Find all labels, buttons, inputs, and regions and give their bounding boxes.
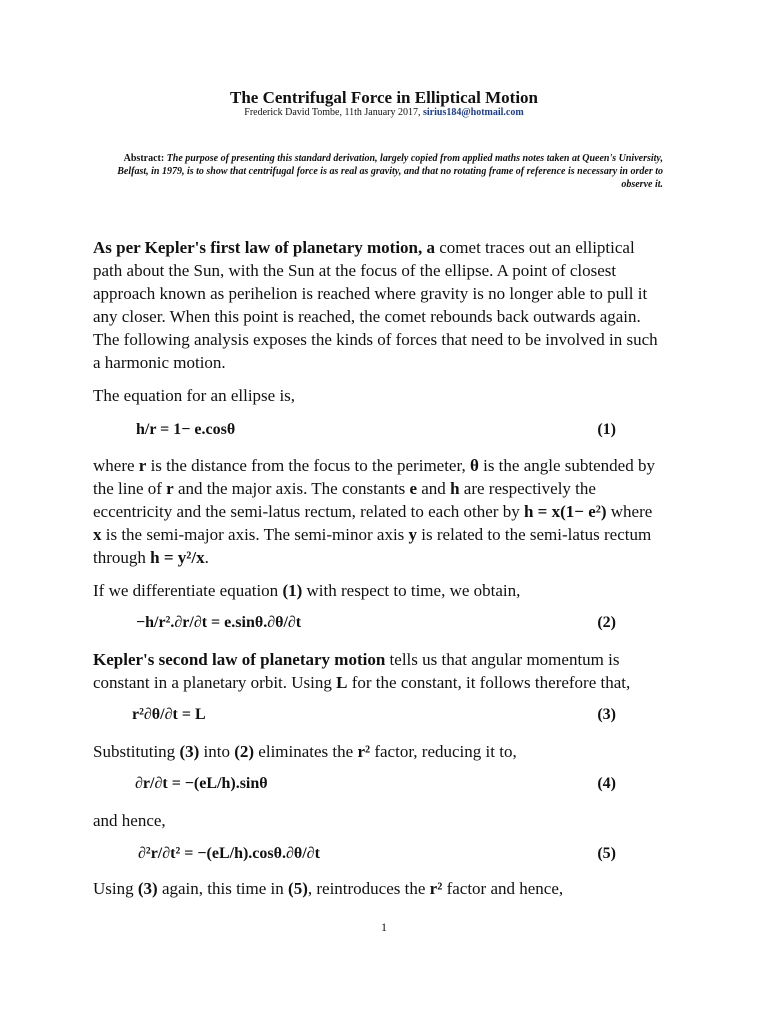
text-run: is the semi-major axis. The semi-minor axis (101, 525, 409, 544)
equation-reference: (2) (234, 742, 255, 761)
paragraph-kepler-second-law (93, 648, 665, 694)
symbol-r: r (166, 479, 174, 498)
paragraph-ellipse-intro: The equation for an ellipse is, (93, 386, 296, 405)
text-run: eliminates the (254, 742, 358, 761)
equation-reference: (3) (137, 879, 158, 898)
text-run: where (606, 502, 653, 521)
paragraph-substituting (93, 740, 665, 763)
equation-formula: ∂²r/∂t² = −(eL/h).cosθ.∂θ/∂t (138, 845, 320, 862)
equation-reference: (1) (282, 581, 303, 600)
text-run: . (204, 548, 209, 567)
byline (0, 107, 768, 118)
text-run: Substituting (93, 742, 180, 761)
symbol-r-squared: r² (357, 742, 371, 761)
equation-reference: (3) (179, 742, 200, 761)
text-run: again, this time in (157, 879, 289, 898)
page-number: 1 (381, 920, 387, 934)
equation-4 (135, 775, 616, 793)
equation-number: (3) (597, 706, 616, 723)
paragraph-text: comet traces out an elliptical path about the Sun, with the Sun at the focus of the ellipse. A point of closest approach known as perihelion is reached where gravity is no longer able to pull it any closer. When this point is reached, the comet rebounds back outwards again. The following analysis exposes the kinds of forces that need to be involved in such a harmonic motion. (93, 238, 658, 372)
text-run: If we differentiate equation (93, 581, 283, 600)
text-run: with respect to time, we obtain, (302, 581, 521, 600)
equation-number: (4) (597, 775, 616, 792)
abstract (93, 152, 663, 191)
abstract-text: The purpose of presenting this standard derivation, largely copied from applied maths notes taken at Queen's University, Belfast, in 1979, is to show that centrifugal force is as real as gravity, and that no rotating frame of reference is necessary in order to observe it. (117, 153, 663, 190)
text-run: is the distance from the focus to the perimeter, (146, 456, 470, 475)
paragraph-differentiate (93, 579, 665, 602)
relation-h-x: h = x(1− e²) (523, 502, 607, 521)
symbol-theta: θ (469, 456, 479, 475)
text-run: into (199, 742, 235, 761)
symbol-h: h (450, 479, 460, 498)
text-run: and the major axis. The constants (173, 479, 410, 498)
text-run: is related to the semi-latus rectum through (93, 525, 652, 567)
text-run: factor and hence, (442, 879, 564, 898)
equation-5 (138, 845, 616, 863)
equation-number: (2) (597, 614, 616, 631)
equation-formula: −h/r².∂r/∂t = e.sinθ.∂θ/∂t (136, 614, 302, 631)
symbol-e: e (409, 479, 418, 498)
symbol-r-squared: r² (429, 879, 443, 898)
paragraph-and-hence: and hence, (93, 811, 166, 830)
text-run: Using (93, 879, 138, 898)
text-run: tells us that angular momentum is constant in a planetary orbit. Using (93, 650, 620, 692)
equation-formula: h/r = 1− e.cosθ (136, 421, 236, 438)
paragraph-kepler-first-law (93, 236, 665, 374)
paragraph-using-again (93, 877, 665, 900)
paragraph-lead: Kepler's second law of planetary motion (93, 650, 386, 669)
author-email-link[interactable]: sirius184@hotmail.com (423, 107, 524, 118)
text-run: , reintroduces the (307, 879, 430, 898)
document-title: The Centrifugal Force in Elliptical Motion (229, 88, 539, 107)
text-run: factor, reducing it to, (370, 742, 517, 761)
relation-h-y: h = y²/x (150, 548, 205, 567)
equation-number: (1) (597, 421, 616, 438)
text-run: for the constant, it follows therefore that, (347, 673, 631, 692)
symbol-y: y (408, 525, 418, 544)
equation-1 (136, 421, 616, 439)
equation-2 (136, 614, 616, 632)
equation-number: (5) (597, 845, 616, 862)
paragraph-definitions (93, 454, 665, 569)
text-run: are respectively the eccentricity and the semi-latus rectum, related to each other by (93, 479, 596, 521)
symbol-x: x (93, 525, 102, 544)
equation-3 (132, 706, 616, 724)
equation-reference: (5) (288, 879, 308, 898)
paragraph-lead: As per Kepler's first law of planetary motion, a (93, 238, 436, 257)
symbol-r: r (138, 456, 147, 475)
text-run: where (93, 456, 139, 475)
text-run: is the angle subtended by the line of (93, 456, 655, 498)
text-run: and (417, 479, 451, 498)
author-date: Frederick David Tombe, 11th January 2017, (244, 107, 423, 118)
symbol-L: L (336, 673, 348, 692)
abstract-label: Abstract: (123, 153, 167, 164)
equation-formula: ∂r/∂t = −(eL/h).sinθ (135, 775, 268, 792)
equation-formula: r²∂θ/∂t = L (132, 706, 206, 723)
